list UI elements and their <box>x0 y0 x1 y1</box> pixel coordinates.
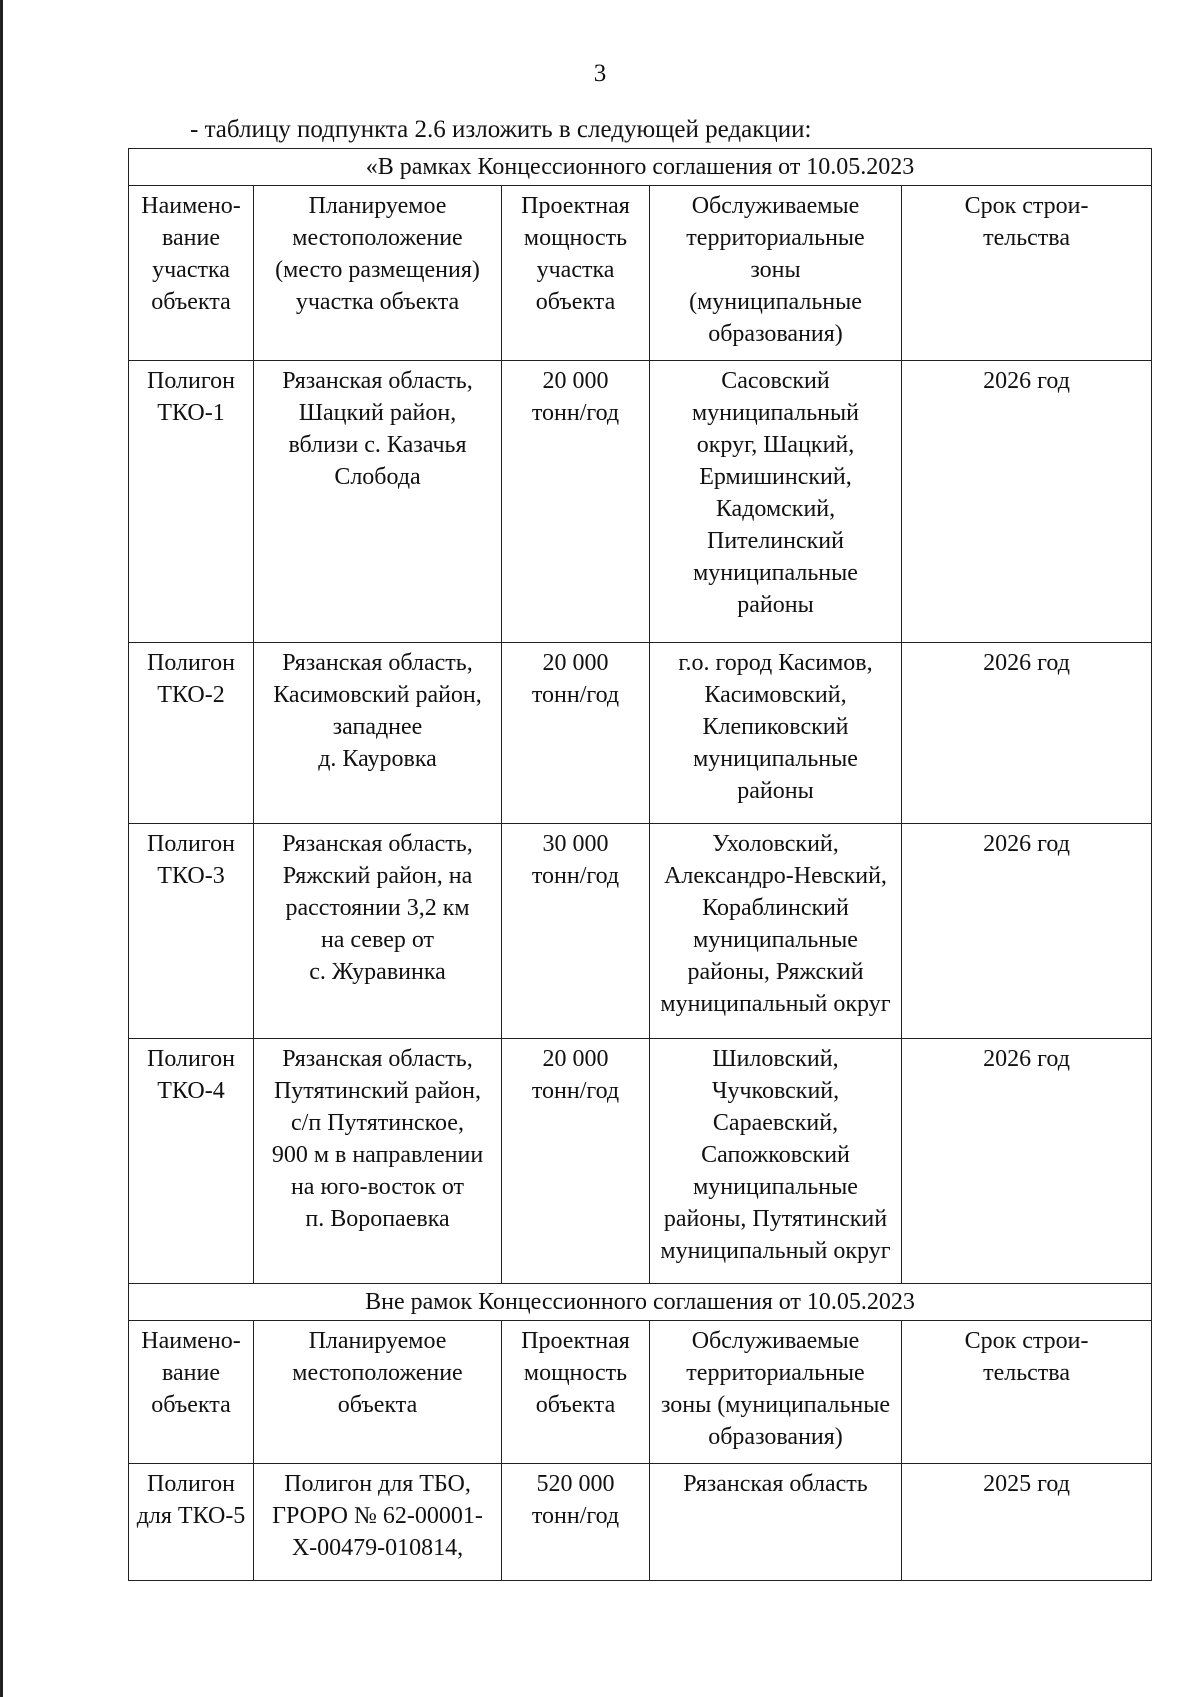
table-row <box>129 1464 1152 1581</box>
section-title-row <box>129 149 1152 186</box>
construction-table <box>128 148 1152 1581</box>
header-cell: Срок строи- тельства <box>902 1321 1152 1464</box>
header-cell: Наимено- вание участка объекта <box>129 186 254 361</box>
header-cell: Обслуживаемые территориальные зоны (муниципальные образования) <box>650 186 902 361</box>
zones-cell: Рязанская область <box>650 1464 902 1581</box>
header-row <box>129 186 1152 361</box>
header-row <box>129 1321 1152 1464</box>
term-cell: 2025 год <box>902 1464 1152 1581</box>
location-cell: Рязанская область, Путятинский район, с/п Путятинское, 900 м в направлении на юго-восток от п. Воропаевка <box>254 1039 502 1284</box>
term-cell: 2026 год <box>902 1039 1152 1284</box>
table-row <box>129 824 1152 1039</box>
header-cell: Наимено- вание объекта <box>129 1321 254 1464</box>
scan-edge <box>0 0 3 1697</box>
intro-text: - таблицу подпункта 2.6 изложить в следующей редакции: <box>190 116 812 143</box>
header-cell: Планируемое местоположение (место размещения) участка объекта <box>254 186 502 361</box>
table-row <box>129 1039 1152 1284</box>
capacity-cell: 20 000 тонн/год <box>502 361 650 643</box>
page-number: 3 <box>593 60 607 87</box>
object-name-cell: Полигон ТКО-2 <box>129 643 254 824</box>
location-cell: Рязанская область, Касимовский район, западнее д. Кауровка <box>254 643 502 824</box>
header-cell: Проектная мощность объекта <box>502 1321 650 1464</box>
location-cell: Полигон для ТБО, ГРОРО № 62-00001- Х-00479-010814, <box>254 1464 502 1581</box>
table-row <box>129 643 1152 824</box>
section-title-row <box>129 1284 1152 1321</box>
object-name-cell: Полигон ТКО-4 <box>129 1039 254 1284</box>
zones-cell: Сасовский муниципальный округ, Шацкий, Ермишинский, Кадомский, Пителинский муниципальные районы <box>650 361 902 643</box>
header-cell: Проектная мощность участка объекта <box>502 186 650 361</box>
term-cell: 2026 год <box>902 643 1152 824</box>
zones-cell: Шиловский, Чучковский, Сараевский, Сапожковский муниципальные районы, Путятинский муниципальный округ <box>650 1039 902 1284</box>
header-cell: Планируемое местоположение объекта <box>254 1321 502 1464</box>
capacity-cell: 520 000 тонн/год <box>502 1464 650 1581</box>
term-cell: 2026 год <box>902 361 1152 643</box>
location-cell: Рязанская область, Шацкий район, вблизи с. Казачья Слобода <box>254 361 502 643</box>
section-title: Вне рамок Концессионного соглашения от 10.05.2023 <box>129 1284 1152 1321</box>
header-cell: Срок строи- тельства <box>902 186 1152 361</box>
zones-cell: г.о. город Касимов, Касимовский, Клепиковский муниципальные районы <box>650 643 902 824</box>
table-row <box>129 361 1152 643</box>
object-name-cell: Полигон ТКО-1 <box>129 361 254 643</box>
object-name-cell: Полигон для ТКО-5 <box>129 1464 254 1581</box>
capacity-cell: 30 000 тонн/год <box>502 824 650 1039</box>
term-cell: 2026 год <box>902 824 1152 1039</box>
header-cell: Обслуживаемые территориальные зоны (муниципальные образования) <box>650 1321 902 1464</box>
object-name-cell: Полигон ТКО-3 <box>129 824 254 1039</box>
zones-cell: Ухоловский, Александро-Невский, Кораблинский муниципальные районы, Ряжский муниципальный округ <box>650 824 902 1039</box>
location-cell: Рязанская область, Ряжский район, на расстоянии 3,2 км на север от с. Журавинка <box>254 824 502 1039</box>
capacity-cell: 20 000 тонн/год <box>502 643 650 824</box>
section-title: «В рамках Концессионного соглашения от 10.05.2023 <box>129 149 1152 186</box>
capacity-cell: 20 000 тонн/год <box>502 1039 650 1284</box>
